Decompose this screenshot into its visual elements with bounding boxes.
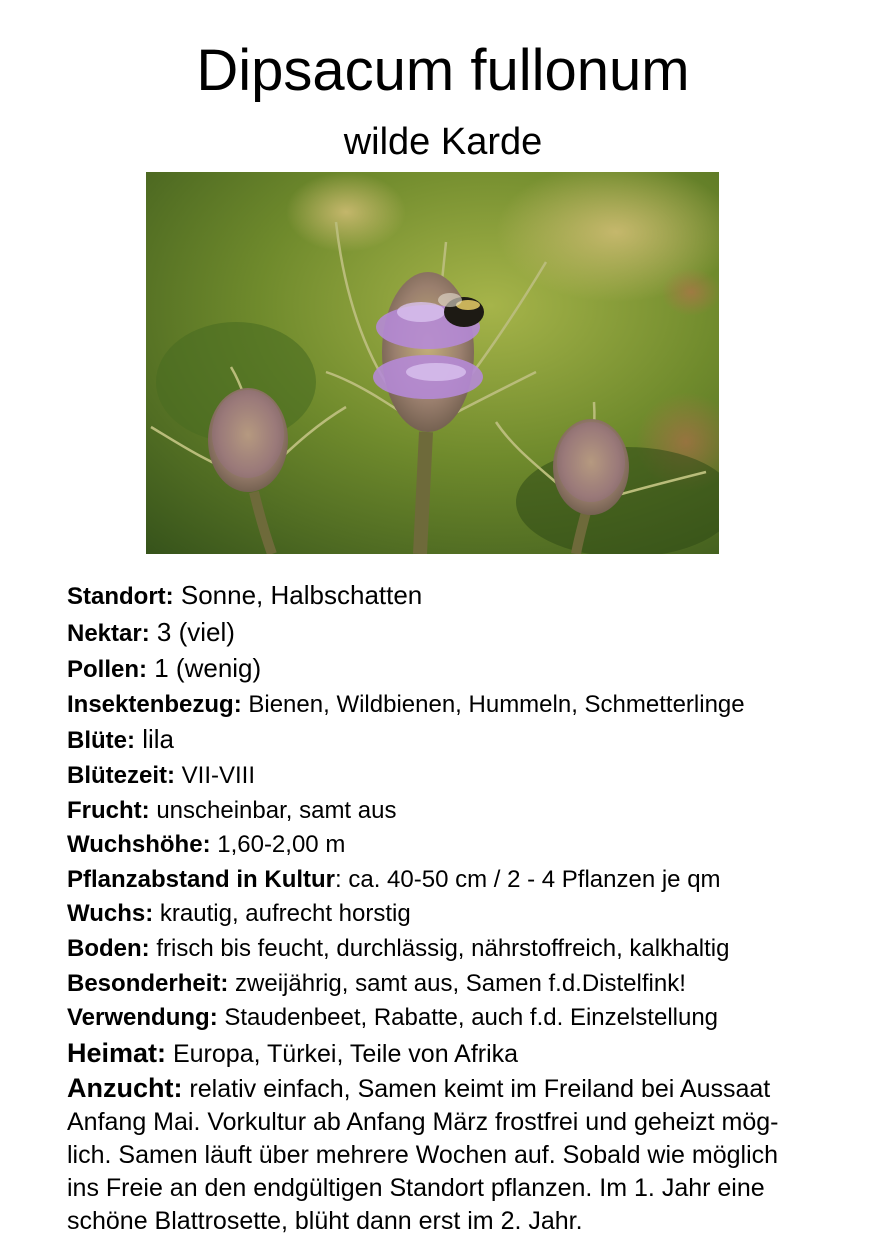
fact-value: Sonne, Halbschatten [173,580,423,610]
anzucht-line: schöne Blattrosette, blüht dann erst im 2. Jahr. [67,1207,583,1236]
fact-insektenbezug [67,688,857,723]
fact-label: Besonderheit: [67,969,229,997]
fact-heimat [67,1036,857,1073]
fact-pollen [67,651,857,688]
fact-label: Heimat: [67,1037,167,1068]
fact-label: Verwendung: [67,1004,218,1032]
fact-value: VII-VIII [175,761,256,789]
fact-value: lila [135,724,175,755]
fact-value: zweijährig, samt aus, Samen f.d.Distelfink! [228,969,686,997]
page-title: Dipsacum fullonum [196,38,690,103]
fact-label: Anzucht: [67,1073,183,1104]
fact-wuchs [67,897,857,932]
anzucht-line: ins Freie an den endgültigen Standort pflanzen. Im 1. Jahr eine [67,1174,765,1203]
fact-value: 1,60-2,00 m [210,831,346,859]
teasel-photo [146,172,719,554]
fact-label: Wuchshöhe: [67,831,211,859]
fact-label: Nektar: [67,619,150,647]
fact-value: 3 (viel) [149,616,235,647]
fact-label: Insektenbezug: [67,690,242,718]
fact-verwendung [67,1001,857,1036]
fact-value: relativ einfach, Samen keimt im Freiland bei Aussaat [182,1075,771,1104]
anzucht-line: lich. Samen läuft über mehrere Wochen auf. Sobald wie möglich [67,1141,779,1170]
fact-pflanzabstand [67,863,857,898]
fact-nektar [67,615,857,652]
fact-wuchshoehe [67,828,857,863]
plant-facts [67,578,857,1238]
fact-frucht [67,794,857,829]
fact-besonderheit [67,967,857,1002]
fact-boden [67,932,857,967]
fact-value: : ca. 40-50 cm / 2 - 4 Pflanzen je qm [335,865,721,893]
fact-label: Standort: [67,583,174,610]
fact-bluete [67,722,857,759]
fact-value: Staudenbeet, Rabatte, auch f.d. Einzelstellung [217,1004,719,1032]
fact-value: Europa, Türkei, Teile von Afrika [166,1039,519,1068]
fact-label: Frucht: [67,796,150,824]
fact-value: unscheinbar, samt aus [149,796,397,824]
anzucht-line: Anfang Mai. Vorkultur ab Anfang März frostfrei und geheizt mög- [67,1108,779,1137]
fact-label: Pflanzabstand in Kultur [67,865,336,893]
fact-label: Boden: [67,934,150,962]
fact-standort [67,578,857,615]
fact-anzucht [67,1072,839,1238]
fact-label: Blüte: [67,727,135,755]
fact-value: krautig, aufrecht horstig [153,900,411,928]
fact-value: Bienen, Wildbienen, Hummeln, Schmetterlinge [241,690,745,718]
fact-value: 1 (wenig) [147,653,262,684]
fact-value: frisch bis feucht, durchlässig, nährstoffreich, kalkhaltig [149,934,730,962]
page-subtitle: wilde Karde [343,121,543,163]
anzucht-line [67,1072,839,1106]
fact-bluetezeit [67,759,857,794]
fact-label: Pollen: [67,656,148,684]
fact-label: Blütezeit: [67,761,175,789]
fact-label: Wuchs: [67,900,154,928]
